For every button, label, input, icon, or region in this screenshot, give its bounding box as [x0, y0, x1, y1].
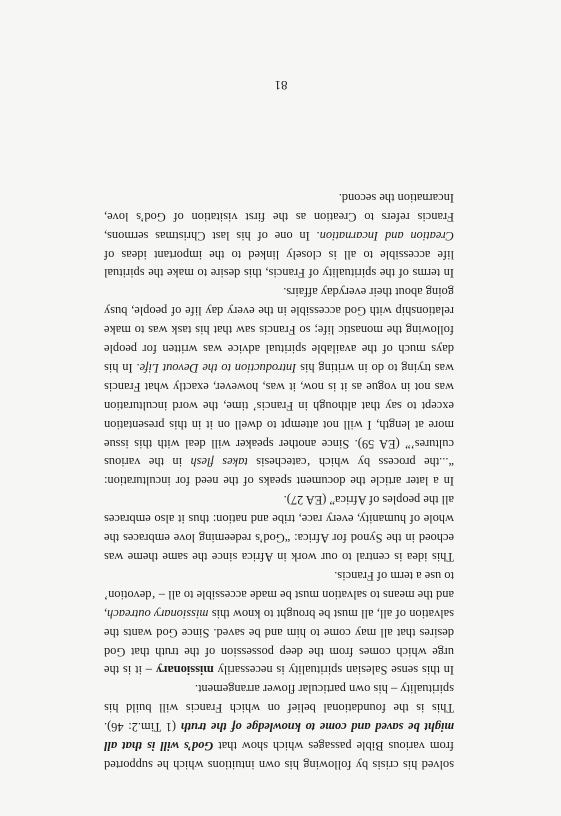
- paragraph-5: [104, 188, 454, 283]
- paragraph-3: [104, 490, 454, 566]
- text-run: This idea is central to our work in Africa since the same theme was echoed in the Synod for Africa: “God’s redeeming love embraces the whole of humanity, every race, tribe and nation: thus it also embraces all the peoples of Africa” (EA 27).: [104, 493, 454, 565]
- text-run: Introduction to the Devout Life: [139, 360, 297, 375]
- paragraph-2: [104, 566, 454, 679]
- page-number: 81: [274, 78, 288, 93]
- body-text: [104, 188, 454, 774]
- paragraph-4: [104, 282, 454, 490]
- text-run: , and the means to salvation must be made accessible to all – ‘devotion’ to use a term of Francis.: [104, 568, 454, 621]
- text-run: In terms of the spirituality of Francis, this desire to make the spiritual life accessible to all is closely linked to the important ideas of: [104, 247, 454, 281]
- paragraph-1: [104, 679, 454, 774]
- text-run: solved his crisis by following his own intuitions which he supported from various Bible passages which show that: [104, 739, 454, 772]
- text-run: Creation and Incarnation: [319, 228, 454, 243]
- text-run: . In one of his last Christmas sermons, Francis refers to Creation as the first visitation of God’s love, Incarnation the second.: [104, 190, 454, 243]
- text-run: missionary: [155, 663, 214, 678]
- text-run: missionary outreach: [107, 606, 209, 621]
- text-run: . In his days much of the available spiritual advice was written for people following the monastic life; so Francis saw that his task was to make relationship with God accessible in the every day life of people, busy going about their everyday affairs.: [104, 285, 454, 375]
- text-run: – it is the urge which comes from the deep possession of the truth that God desires that all may come to him and be saved. Since God wants the salvation of all, all must be brought to know this: [104, 606, 454, 678]
- text-run: takes flesh: [190, 455, 248, 470]
- text-run: (1 Tim.2: 46). This is the foundational belief on which Francis will build his spirituality – his own particular flower arrangement.: [104, 682, 454, 735]
- text-run: In this sense Salesian spirituality is necessarily: [213, 663, 454, 678]
- text-run: in the various cultures’” (EA 59). Since another speaker will deal with this issue more at length, I will not attempt to dwell on it in this presentation except to say that although in Francis’ time, the word inculturation was not in vogue as it is now, it was, however, exactly what Francis was trying to do in writing his: [104, 360, 454, 470]
- text-run: God’s will is that all might be saved and come to knowledge of the truth: [103, 720, 454, 754]
- text-run: In a later article the document speaks of the need for inculturation: “...the process by which ‘catechesis: [104, 455, 454, 489]
